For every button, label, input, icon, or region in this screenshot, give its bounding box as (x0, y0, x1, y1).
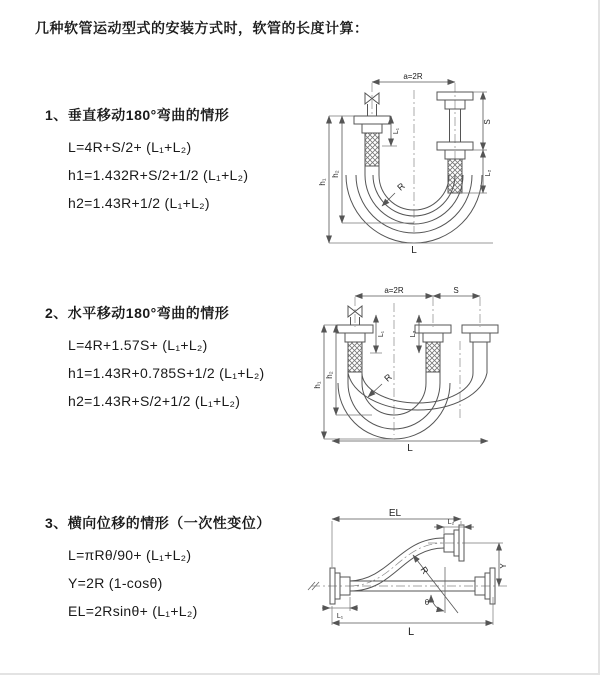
flange (337, 325, 498, 342)
braided-hose-section (348, 342, 362, 372)
dim-label-l2: L₂ (447, 519, 455, 526)
dim-label-el: EL (388, 508, 402, 519)
dim-label-l1: L₁ (336, 613, 344, 620)
dim-label-l: L (407, 626, 415, 638)
formula-h2: h2=1.43R+S/2+1/2 (L₁+L₂) (68, 393, 241, 409)
dim-label-h1: h₁ (313, 381, 322, 389)
flange (354, 116, 390, 124)
dim-label-h2: h₂ (325, 371, 334, 379)
dim-label-h2: h₂ (331, 170, 340, 178)
page-title: 几种软管运动型式的安装方式时，软管的长度计算： (35, 20, 369, 36)
dim-label-l: L (411, 245, 417, 255)
centerline (355, 297, 480, 435)
formula-L: L=4R+S/2+ (L₁+L₂) (68, 139, 192, 155)
dim-label-a2r: a=2R (403, 72, 423, 81)
dim-label-l2: L₂ (410, 330, 417, 338)
angle-label-theta: θ (424, 598, 430, 607)
dim-label-r: R (382, 371, 394, 384)
formula-L: L=4R+1.57S+ (L₁+L₂) (68, 337, 208, 353)
dim-label-a2r: a=2R (384, 286, 404, 295)
braided-hose-section (426, 342, 440, 372)
dim-label-s: S (453, 286, 459, 295)
formula-L: L=πRθ/90+ (L₁+L₂) (68, 547, 192, 563)
formula-h1: h1=1.432R+S/2+1/2 (L₁+L₂) (68, 167, 249, 183)
dim-label-h1: h₁ (318, 178, 327, 186)
dim-label-l: L (407, 443, 413, 453)
dim-label-s: S (483, 119, 492, 125)
centerline (311, 543, 508, 586)
braided-hose-section (365, 133, 379, 166)
diagram-vertical-180-bend (315, 70, 595, 255)
section-2-heading: 2、水平移动180°弯曲的情形 (45, 305, 230, 321)
dim-label-r: R (418, 564, 431, 576)
dim-label-l2: L₂ (485, 169, 492, 177)
dim-label-l1: L₁ (393, 127, 400, 135)
section-1-heading: 1、垂直移动180°弯曲的情形 (45, 107, 230, 123)
dim-label-l1: L₁ (378, 330, 385, 338)
section-3-heading: 3、横向位移的情形（一次性变位） (45, 515, 271, 531)
section-3 (45, 513, 271, 625)
dim-label-r: R (395, 180, 407, 193)
formula-Y: Y=2R (1-cosθ) (68, 575, 163, 591)
formula-EL: EL=2Rsinθ+ (L₁+L₂) (68, 603, 198, 619)
section-1 (45, 105, 248, 217)
diagram-lateral-displacement (303, 505, 600, 665)
formula-h2: h2=1.43R+1/2 (L₁+L₂) (68, 195, 210, 211)
dim-label-y: Y (499, 563, 508, 569)
section-2 (45, 303, 265, 415)
diagram-horizontal-180-bend (312, 283, 600, 453)
formula-h1: h1=1.43R+0.785S+1/2 (L₁+L₂) (68, 365, 265, 381)
